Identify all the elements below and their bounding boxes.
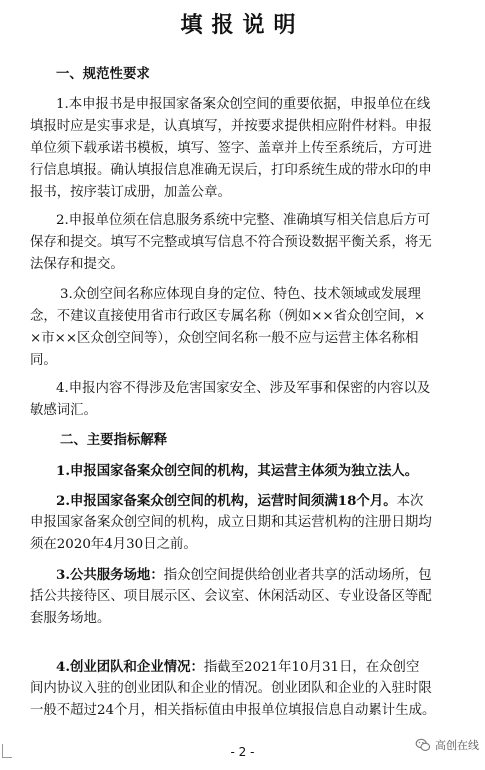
section-heading-1: 一、规范性要求 xyxy=(56,67,150,82)
para-line: 报书，按序装订成册，加盖公章。 xyxy=(30,185,231,200)
para-line: 套服务场地。 xyxy=(30,611,111,626)
para-line: 申报国家备案众创空间的机构，成立日期和其运营机构的注册日期均 xyxy=(30,515,432,530)
indicator-text: 本次 xyxy=(396,494,424,509)
indicator-term: 2.申报国家备案众创空间的机构，运营时间须满18个月。 xyxy=(56,493,397,509)
para-line: 行信息填报。确认填报信息准确无误后，打印系统生成的带水印的申 xyxy=(30,163,432,178)
para-line: 1.本申报书是申报国家备案众创空间的重要依据，申报单位在线 xyxy=(56,97,431,112)
para-line: 2.申报单位须在信息服务系统中完整、准确填写相关信息后方可 xyxy=(56,213,431,228)
para-line: 一般不超过24个月，相关指标值由申报单位填报信息自动累计生成。 xyxy=(30,703,436,718)
indicator-text: 指截至2021年10月31日，在众创空 xyxy=(203,660,420,675)
indicator-term: 3.公共服务场地： xyxy=(56,567,164,583)
para-line: ×市××区众创空间等），众创空间名称一般不应与运营主体名称相 xyxy=(30,331,419,346)
para-line: 单位须下载承诺书模板，填写、签字、盖章并上传至系统后，方可进 xyxy=(30,141,432,156)
indicator-item-1: 1.申报国家备案众创空间的机构，其运营主体须为独立法人。 xyxy=(56,463,419,479)
page-number: - 2 - xyxy=(230,745,255,759)
section-heading-2: 二、主要指标解释 xyxy=(60,433,168,448)
para-line: 保存和提交。填写不完整或填写信息不符合预设数据平衡关系，将无 xyxy=(30,235,432,250)
indicator-text: 指众创空间提供给创业者共享的活动场所，包 xyxy=(163,568,432,583)
indicator-term: 4.创业团队和企业情况： xyxy=(56,659,204,675)
para-line: 敏感词汇。 xyxy=(30,403,97,418)
para-line: 3.众创空间名称应体现自身的定位、特色、技术领域或发展理 xyxy=(60,287,421,302)
wechat-logo-icon xyxy=(415,737,431,753)
para-line: 括公共接待区、项目展示区、会议室、休闲活动区、专业设备区等配 xyxy=(30,589,432,604)
para-line: 同。 xyxy=(30,353,57,368)
para-line: 间内协议入驻的创业团队和企业的情况。创业团队和企业的入驻时限 xyxy=(30,681,432,696)
watermark-text: 高创在线 xyxy=(435,739,479,752)
indicator-item-3 xyxy=(56,566,432,585)
para-line: 须在2020年4月30日之前。 xyxy=(30,537,197,552)
page-title: 填报说明 xyxy=(180,12,305,38)
para-line: 4.申报内容不得涉及危害国家安全、涉及军事和保密的内容以及 xyxy=(56,381,431,396)
indicator-item-2 xyxy=(56,492,423,511)
para-line: 念，不建议直接使用省市行政区专属名称（例如××省众创空间，× xyxy=(30,309,426,324)
indicator-item-4 xyxy=(56,658,419,677)
para-line: 填报时应是实事求是，认真填写，并按要求提供相应附件材料。申报 xyxy=(30,119,432,134)
wechat-watermark xyxy=(415,737,479,753)
para-line: 法保存和提交。 xyxy=(30,257,124,272)
